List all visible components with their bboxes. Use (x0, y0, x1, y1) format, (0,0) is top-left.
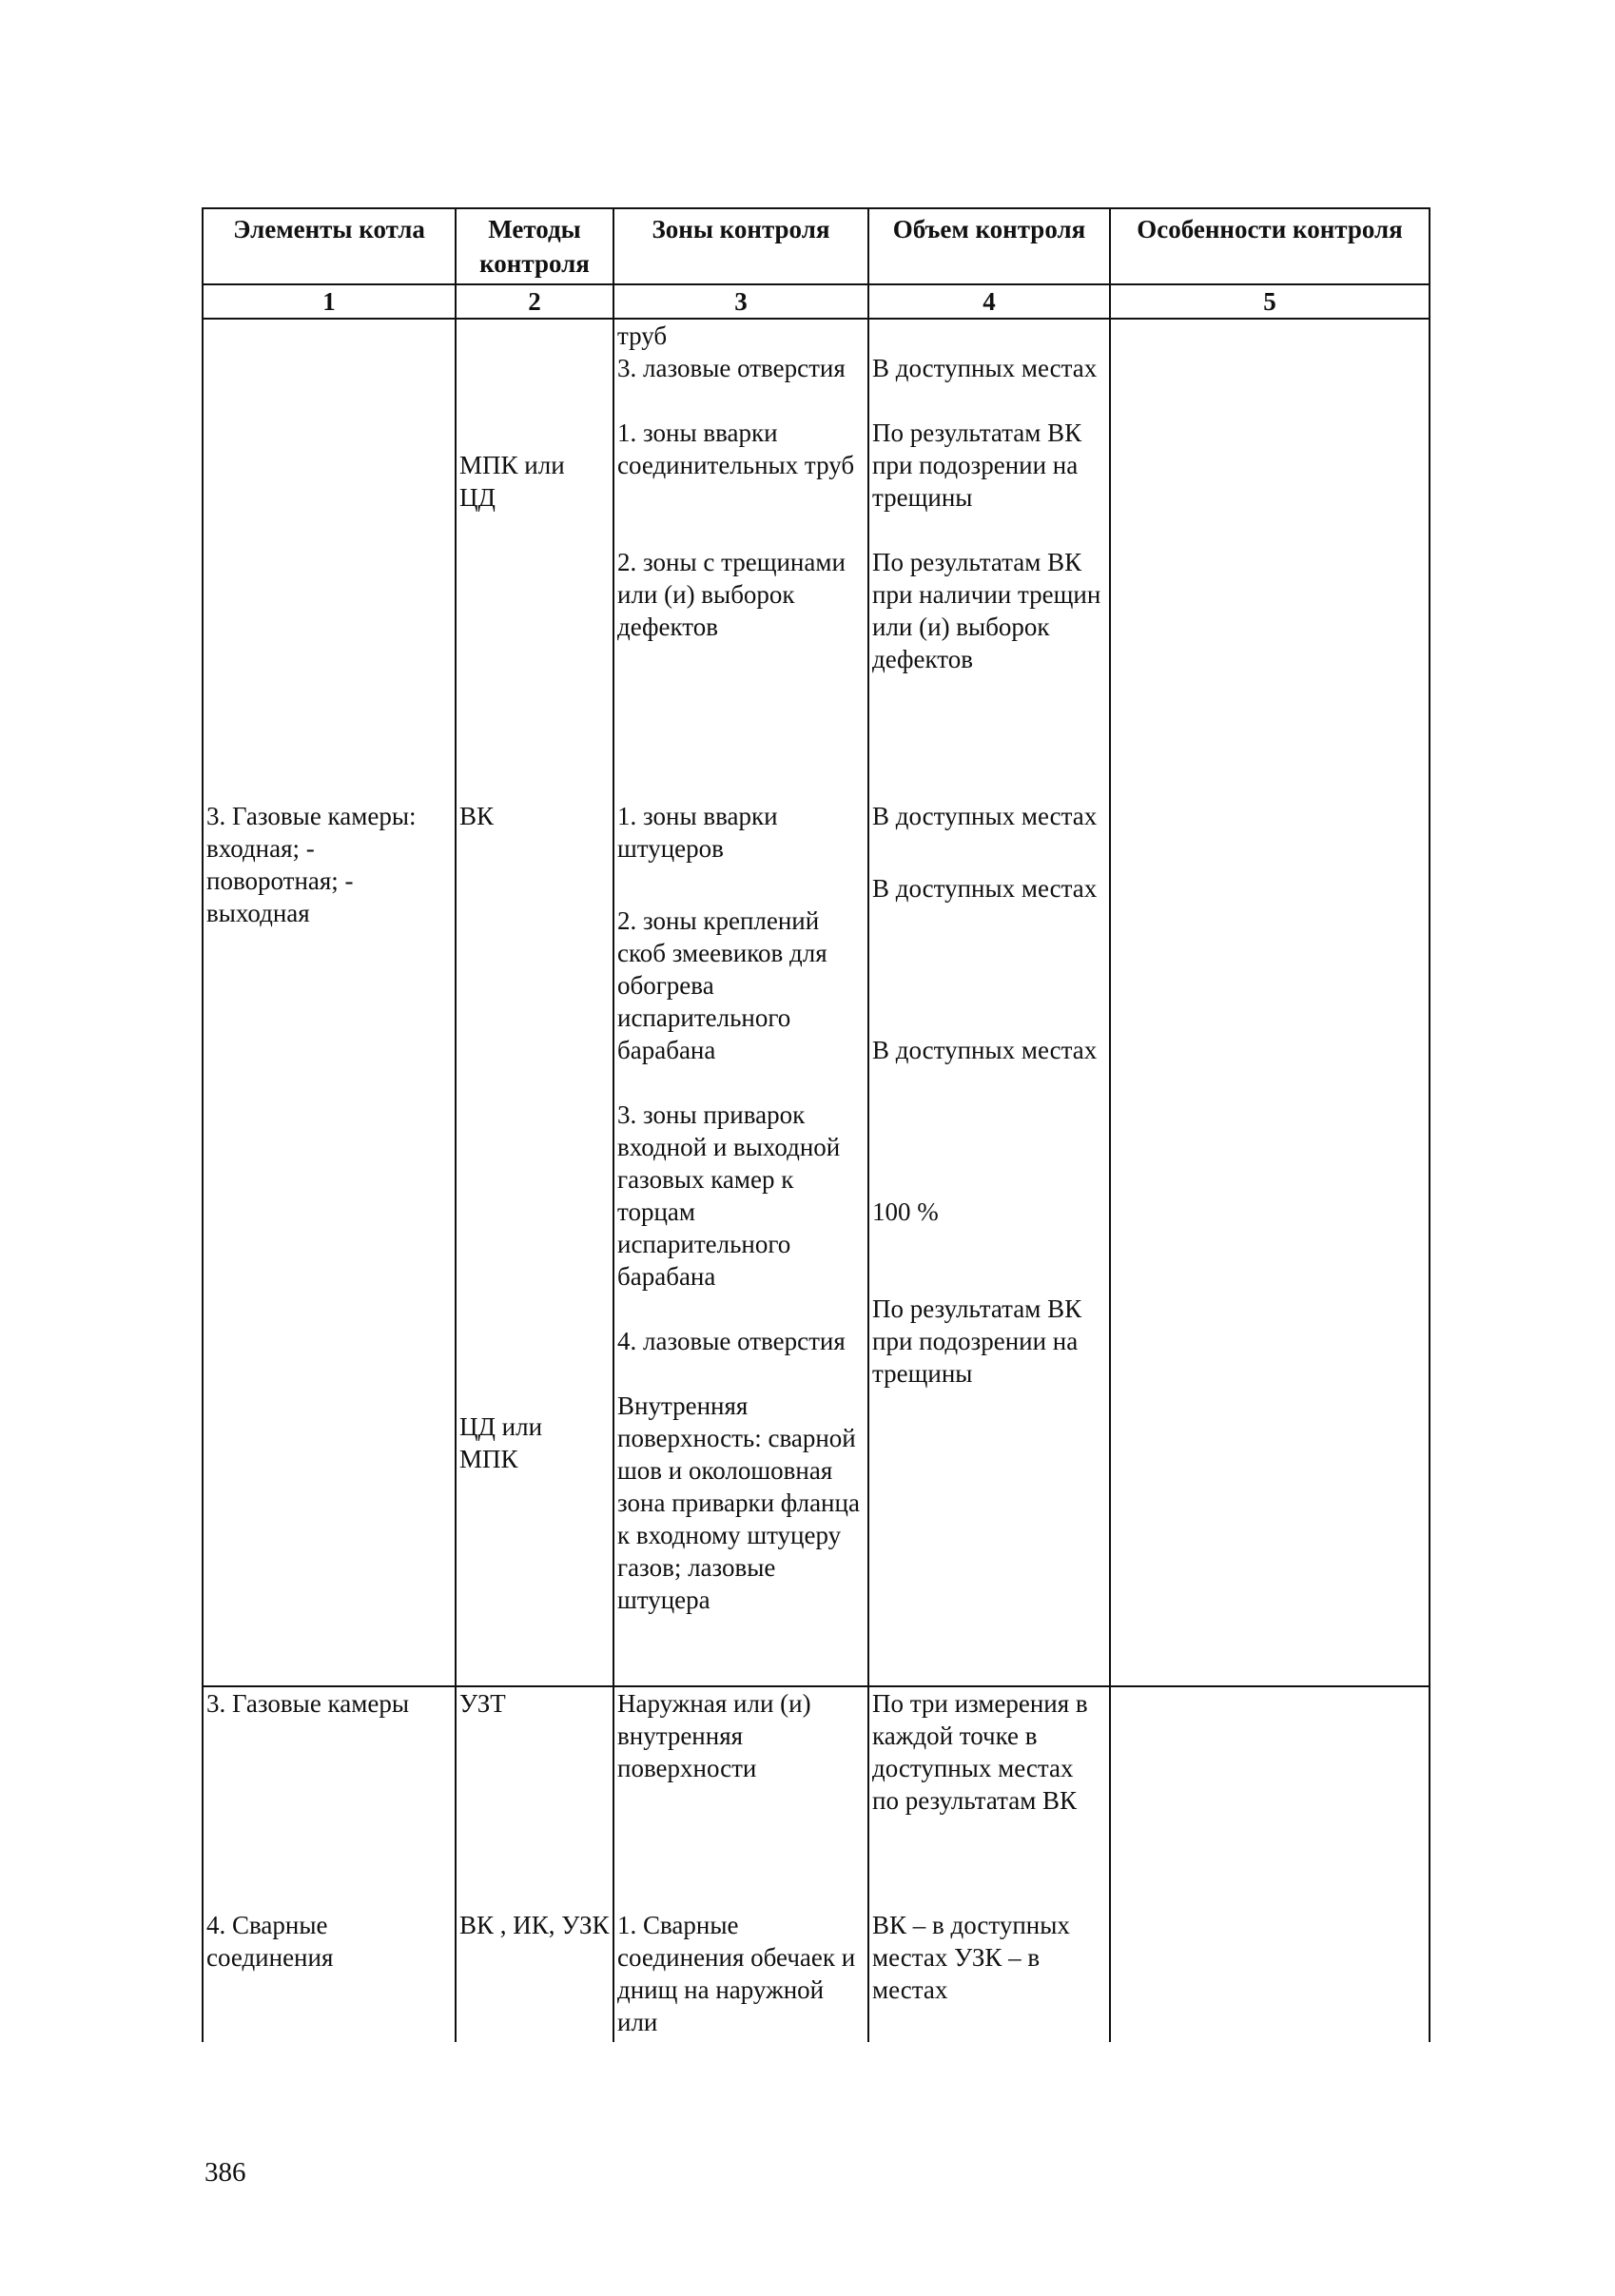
column-number: 3 (613, 284, 868, 319)
features-cell (1110, 1686, 1430, 1909)
table-row (203, 800, 1430, 1686)
header-control-volume: Объем контроля (868, 208, 1110, 284)
zone-cell: труб 3. лазовые отверстия 1. зоны вварки соединительных труб 2. зоны с трещинами или (и) выборок дефектов (613, 319, 868, 800)
zone-cell: Наружная или (и) внутренняя поверхности (613, 1686, 868, 1909)
header-control-methods: Методы контроля (456, 208, 613, 284)
features-cell (1110, 800, 1430, 1686)
table-row (203, 1686, 1430, 1909)
table-row (203, 319, 1430, 800)
header-control-zones: Зоны контроля (613, 208, 868, 284)
features-cell (1110, 319, 1430, 800)
zone-cell: 1. зоны вварки штуцеров 2. зоны креплений скоб змеевиков для обогрева испарительного барабана 3. зоны приварок входной и выходной газовых камер к торцам испарительного барабана 4. лазовые отверстия Внутренняя поверхность: сварной шов и околошовная зона приварки фланца к входному штуцеру газов; лазовые штуцера (613, 800, 868, 1686)
page-number: 386 (204, 2157, 246, 2188)
features-cell (1110, 1909, 1430, 2042)
column-number: 5 (1110, 284, 1430, 319)
volume-cell: ВК – в доступных местах УЗК – в местах (868, 1909, 1110, 2042)
element-cell: 4. Сварные соединения (203, 1909, 456, 2042)
element-cell: 3. Газовые камеры: входная; - поворотная; - выходная (203, 800, 456, 1686)
volume-cell: В доступных местах В доступных местах В доступных местах 100 % По результатам ВК при подозрении на трещины (868, 800, 1110, 1686)
column-number: 1 (203, 284, 456, 319)
volume-cell: В доступных местах По результатам ВК при подозрении на трещины По результатам ВК при наличии трещин или (и) выборок дефектов (868, 319, 1110, 800)
column-number: 2 (456, 284, 613, 319)
table-row (203, 1909, 1430, 2042)
header-boiler-elements: Элементы котла (203, 208, 456, 284)
element-cell: 3. Газовые камеры (203, 1686, 456, 1909)
element-cell (203, 319, 456, 800)
inspection-table (202, 207, 1430, 2042)
header-control-features: Особенности контроля (1110, 208, 1430, 284)
column-number: 4 (868, 284, 1110, 319)
method-cell: МПК или ЦД (456, 319, 613, 800)
zone-cell: 1. Сварные соединения обечаек и днищ на наружной или (613, 1909, 868, 2042)
method-cell: ВК ЦД или МПК (456, 800, 613, 1686)
column-number-row (203, 284, 1430, 319)
volume-cell: По три измерения в каждой точке в доступных местах по результатам ВК (868, 1686, 1110, 1909)
header-row (203, 208, 1430, 284)
method-cell: УЗТ (456, 1686, 613, 1909)
method-cell: ВК , ИК, УЗК (456, 1909, 613, 2042)
